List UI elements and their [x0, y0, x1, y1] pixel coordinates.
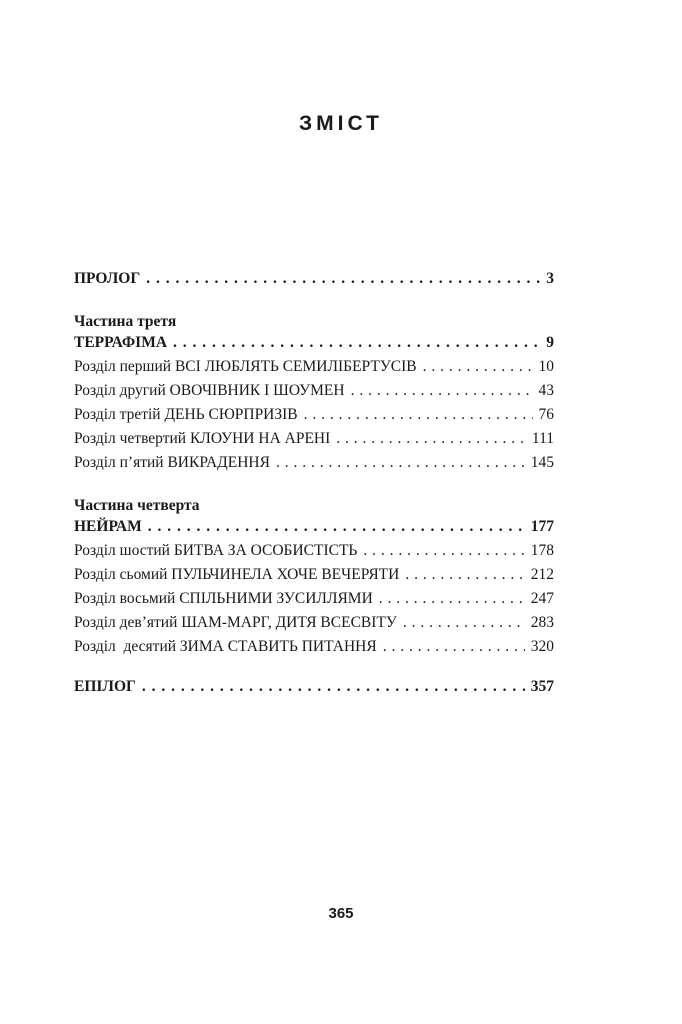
toc-entry-label: ТЕРРАФІМА: [74, 334, 168, 351]
toc-entry-page: 357: [530, 678, 554, 695]
table-of-contents: [74, 270, 554, 702]
toc-entry-chapter[interactable]: [74, 358, 554, 382]
toc-entry-chapter[interactable]: [74, 430, 554, 454]
toc-entry-page: 177: [530, 518, 554, 535]
toc-entry-section[interactable]: [74, 518, 554, 542]
toc-entry-page: 9: [546, 334, 554, 351]
toc-entry-page: 3: [546, 270, 554, 287]
toc-entry-label: Розділ перший ВСІ ЛЮБЛЯТЬ СЕМИЛІБЕРТУСІВ: [74, 358, 417, 375]
toc-entry-chapter[interactable]: [74, 406, 554, 430]
toc-entry-label: ЕПІЛОГ: [74, 678, 136, 695]
toc-entry-prologue[interactable]: [74, 270, 554, 294]
toc-entry-label: Розділ восьмий СПІЛЬНИМИ ЗУСИЛЛЯМИ: [74, 590, 373, 607]
toc-entry-chapter[interactable]: [74, 590, 554, 614]
toc-entry-page: 43: [538, 382, 554, 399]
toc-entry-page: 76: [538, 406, 554, 423]
toc-entry-section[interactable]: [74, 334, 554, 358]
dot-leader: [173, 334, 540, 352]
toc-entry-chapter[interactable]: [74, 614, 554, 638]
toc-entry-label: НЕЙРАМ: [74, 518, 142, 535]
dot-leader: [363, 542, 524, 560]
dot-leader: [336, 430, 526, 448]
toc-entry-page: 247: [530, 590, 554, 607]
toc-entry-label: Розділ сьомий ПУЛЬЧИНЕЛА ХОЧЕ ВЕЧЕРЯТИ: [74, 566, 400, 583]
dot-leader: [148, 518, 525, 536]
toc-entry-chapter[interactable]: [74, 638, 554, 662]
dot-leader: [304, 406, 533, 424]
toc-entry-chapter[interactable]: [74, 454, 554, 478]
toc-entry-page: 145: [530, 454, 554, 471]
toc-entry-page: 10: [538, 358, 554, 375]
toc-entry-label: Розділ третій ДЕНЬ СЮРПРИЗІВ: [74, 406, 298, 423]
toc-entry-page: 283: [530, 614, 554, 631]
toc-entry-page: 212: [530, 566, 554, 583]
part-heading: Частина четверта: [74, 497, 200, 514]
toc-entry-label: ПРОЛОГ: [74, 270, 141, 287]
toc-entry-label: Розділ п’ятий ВИКРАДЕННЯ: [74, 454, 270, 471]
toc-entry-label: Розділ десятий ЗИМА СТАВИТЬ ПИТАННЯ: [74, 638, 377, 655]
page-number: 365: [328, 905, 354, 922]
dot-leader: [142, 678, 525, 696]
toc-entry-label: Розділ дев’ятий ШАМ-МАРГ, ДИТЯ ВСЕСВІТУ: [74, 614, 397, 631]
toc-entry-chapter[interactable]: [74, 542, 554, 566]
toc-entry-chapter[interactable]: [74, 566, 554, 590]
toc-entry-page: 320: [530, 638, 554, 655]
toc-entry-chapter[interactable]: [74, 382, 554, 406]
dot-leader: [379, 590, 525, 608]
dot-leader: [276, 454, 525, 472]
part-heading: Частина третя: [74, 313, 177, 330]
toc-entry-label: Розділ другий ОВОЧІВНИК І ШОУМЕН: [74, 382, 345, 399]
toc-entry-label: Розділ шостий БИТВА ЗА ОСОБИСТІСТЬ: [74, 542, 358, 559]
dot-leader: [405, 566, 524, 584]
page-title: ЗМІСТ: [299, 112, 383, 135]
dot-leader: [423, 358, 533, 376]
dot-leader: [383, 638, 525, 656]
dot-leader: [351, 382, 533, 400]
toc-entry-page: 178: [530, 542, 554, 559]
toc-entry-epilogue[interactable]: [74, 678, 554, 702]
dot-leader: [146, 270, 540, 288]
toc-entry-label: Розділ четвертий КЛОУНИ НА АРЕНІ: [74, 430, 331, 447]
toc-entry-page: 111: [531, 430, 554, 447]
dot-leader: [403, 614, 525, 632]
